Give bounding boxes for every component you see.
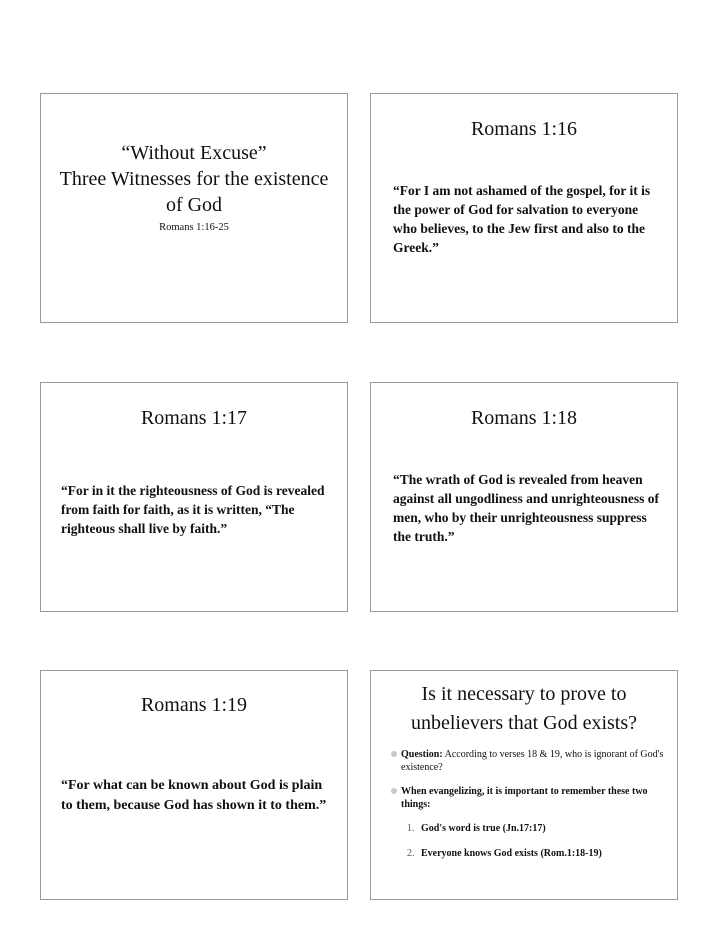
slide-romans-1-16	[370, 93, 678, 323]
item-number: 1.	[407, 823, 415, 834]
bullet-dot-icon	[391, 788, 397, 794]
bullet-dot-icon	[391, 751, 397, 757]
verse-text: “For in it the righteousness of God is revealed from faith for faith, as it is written, “The righteous shall live by faith.”	[61, 483, 325, 536]
bullet-list	[391, 748, 667, 872]
bullet-text: According to verses 18 & 19, who is ignorant of God's existence?	[401, 749, 664, 773]
slide-heading: Romans 1:16	[470, 118, 578, 140]
verse-text: “The wrath of God is revealed from heaven against all ungodliness and unrighteousness of men, who by their unrighteousness suppress the truth.”	[393, 472, 659, 544]
scripture-reference: Romans 1:16-25	[159, 222, 229, 233]
slide-question	[370, 670, 678, 900]
slide-heading: Romans 1:18	[470, 407, 578, 429]
bullet-item	[391, 785, 667, 811]
slide-heading: Is it necessary to prove to unbelievers that God exists?	[410, 683, 638, 734]
verse-text: “For what can be known about God is plain to them, because God has shown it to them.”	[61, 778, 327, 813]
bullet-label: When evangelizing, it is important to remember these two things:	[401, 786, 648, 810]
numbered-item	[391, 847, 667, 860]
slide-heading: Romans 1:17	[140, 407, 248, 429]
verse-text: “For I am not ashamed of the gospel, for it is the power of God for salvation to everyone who believes, to the Jew first and also to the Greek.”	[393, 183, 651, 255]
bullet-item	[391, 748, 667, 774]
numbered-item	[391, 822, 667, 835]
slide-title-heading	[51, 140, 337, 218]
title-line-2: Three Witnesses for the existence of God	[59, 168, 329, 216]
item-text: God's word is true (Jn.17:17)	[421, 823, 546, 834]
slide-title	[40, 93, 348, 323]
slide-romans-1-17	[40, 382, 348, 612]
slide-heading: Romans 1:19	[140, 694, 248, 716]
item-number: 2.	[407, 848, 415, 859]
slide-romans-1-19	[40, 670, 348, 900]
bullet-label: Question:	[401, 749, 443, 760]
item-text: Everyone knows God exists (Rom.1:18-19)	[421, 848, 602, 859]
title-line-1: “Without Excuse”	[121, 142, 267, 164]
slide-romans-1-18	[370, 382, 678, 612]
